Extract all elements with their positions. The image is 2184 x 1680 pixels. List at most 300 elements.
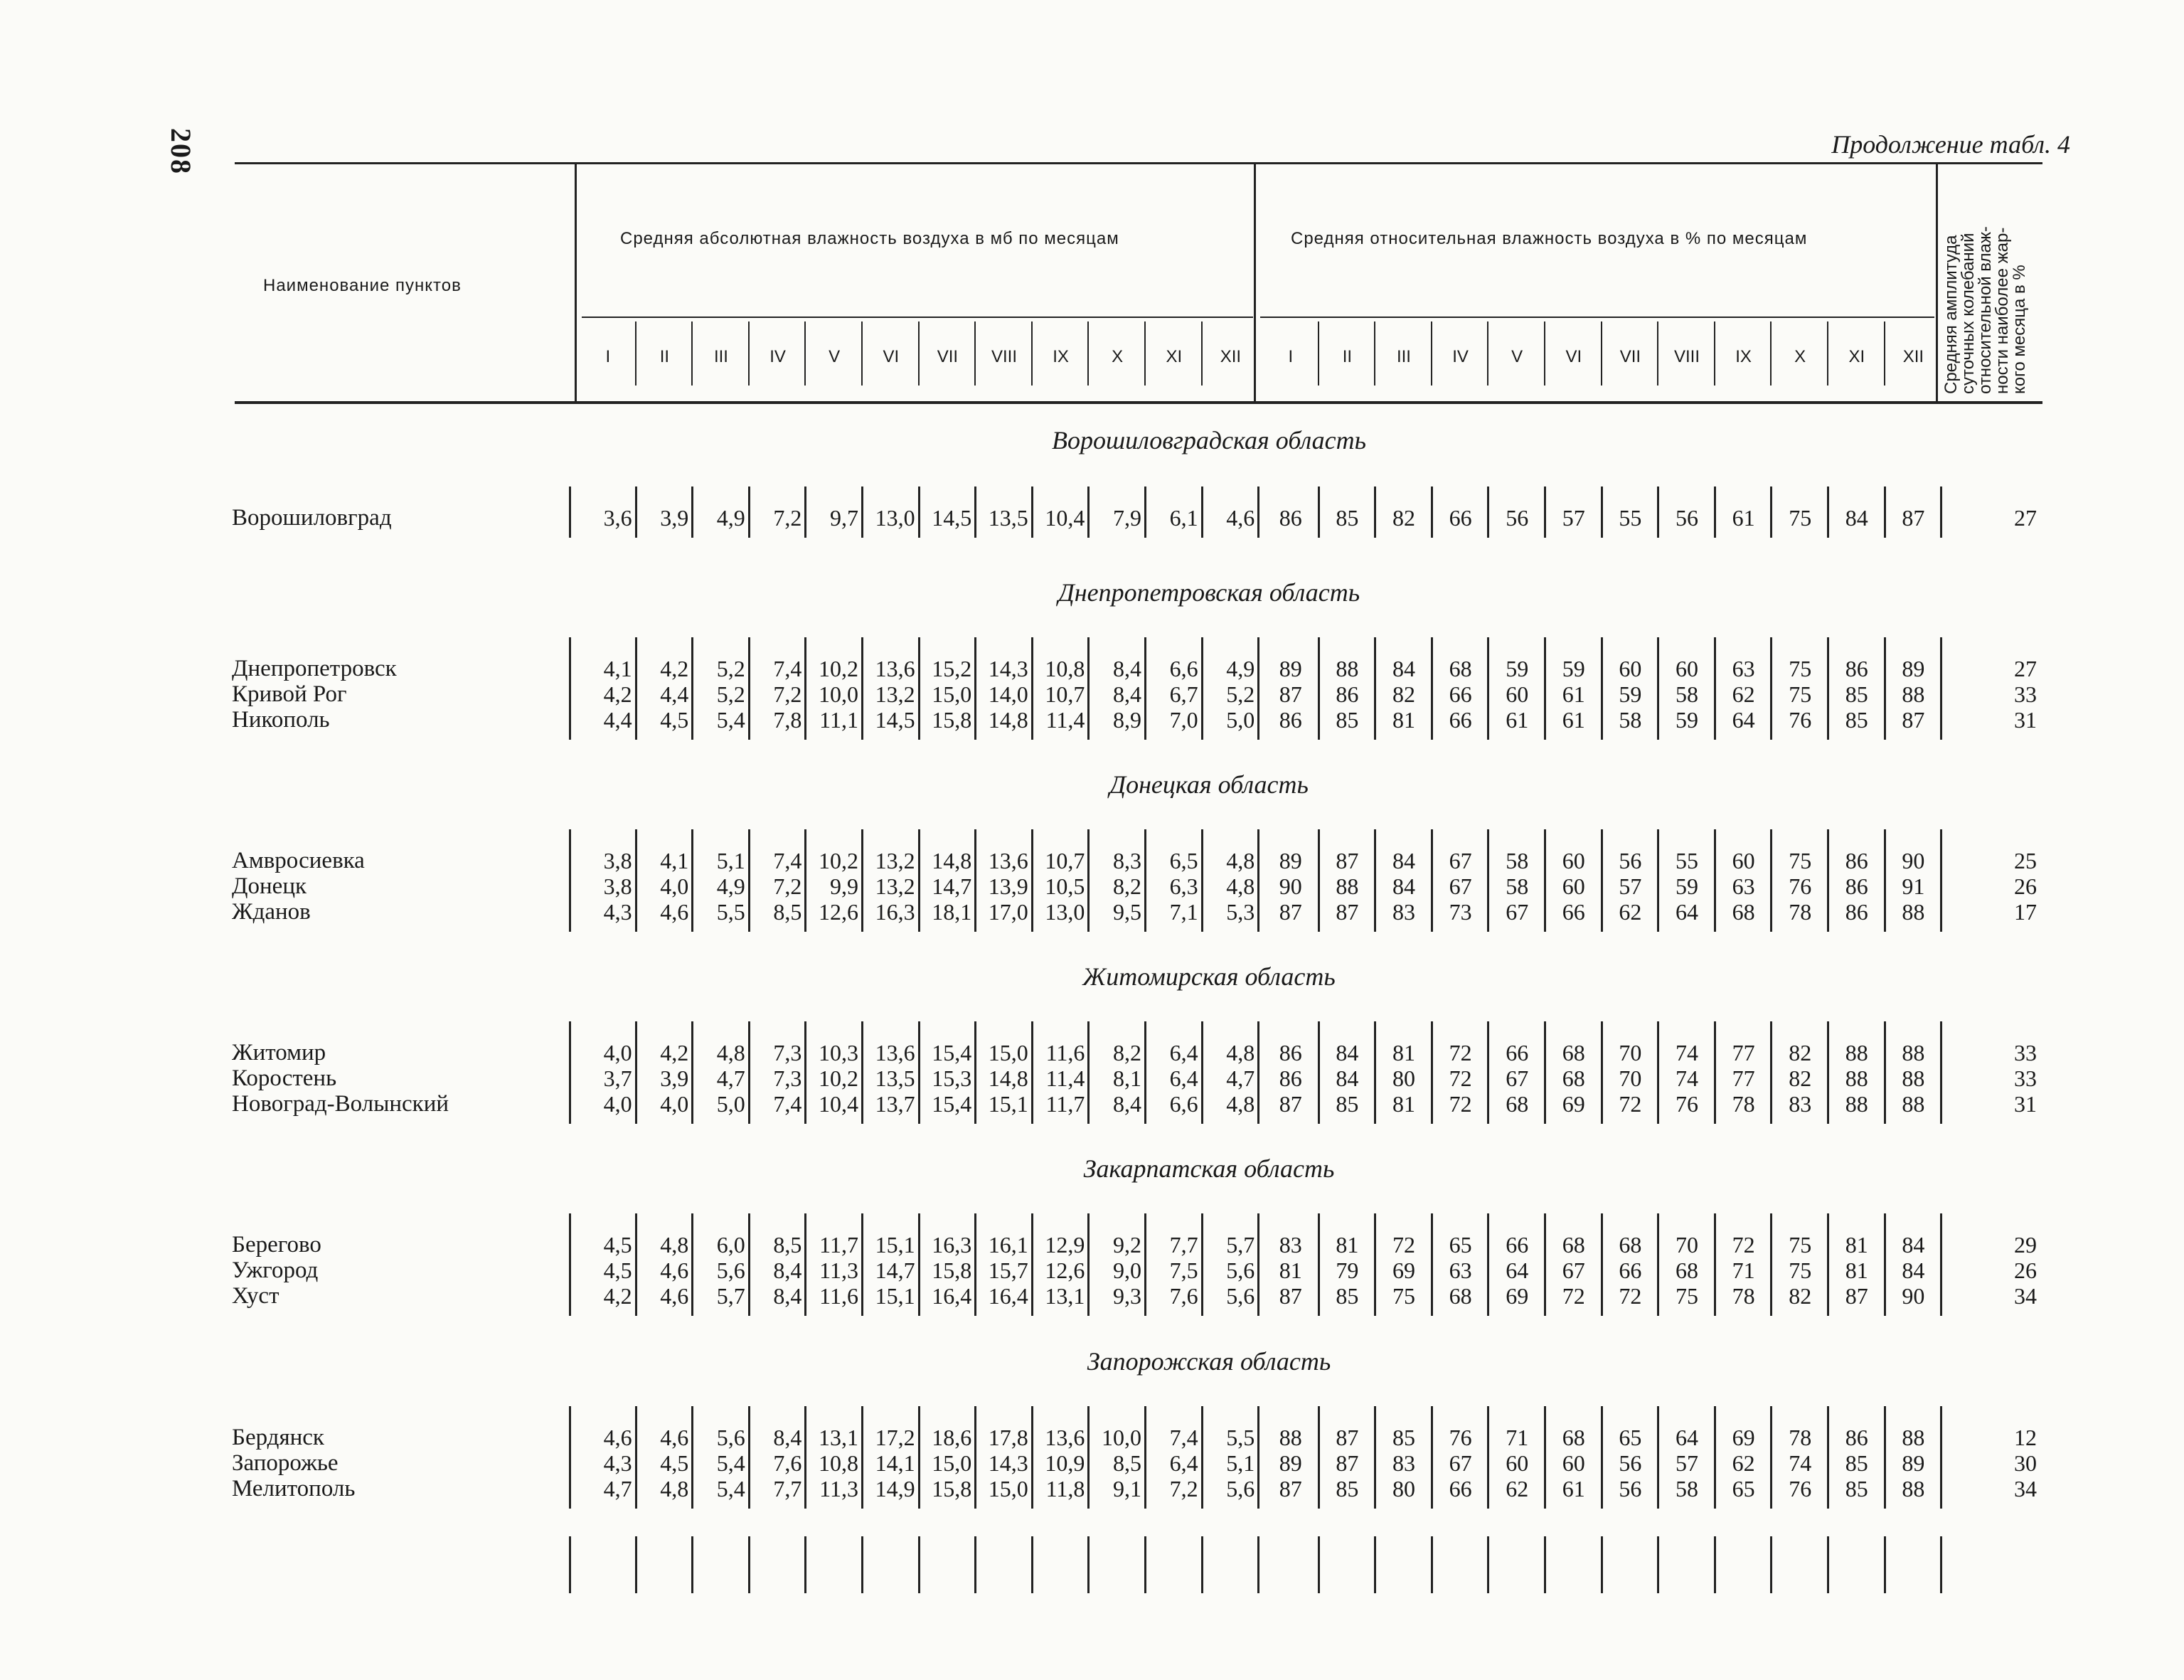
abs-humidity-cell: 8,5 xyxy=(1112,1450,1141,1476)
abs-humidity-cell: 14,5 xyxy=(932,505,972,531)
rel-humidity-cell: 82 xyxy=(1392,505,1415,531)
rel-humidity-cell: 76 xyxy=(1789,707,1812,733)
rel-humidity-cell: 59 xyxy=(1675,873,1698,899)
rel-humidity-cell: 68 xyxy=(1449,656,1472,681)
region-title: Закарпатская область xyxy=(1083,1154,1335,1183)
rel-humidity-cell: 55 xyxy=(1675,848,1698,873)
column-separator xyxy=(1884,1536,1886,1593)
rel-humidity-cell: 65 xyxy=(1619,1425,1642,1450)
rel-humidity-cell: 83 xyxy=(1279,1232,1302,1258)
rel-humidity-header: Средняя относительная влажность воздуха в % по месяцам xyxy=(1291,229,1808,248)
abs-humidity-cell: 10,7 xyxy=(1045,848,1085,873)
column-separator xyxy=(1201,1536,1203,1593)
abs-month-header: VII xyxy=(937,347,959,366)
abs-humidity-cell: 4,3 xyxy=(603,899,632,925)
abs-humidity-cell: 5,1 xyxy=(1226,1450,1255,1476)
rel-humidity-cell: 75 xyxy=(1675,1283,1698,1309)
abs-humidity-header: Средняя абсолютная влажность воздуха в мб по месяцам xyxy=(620,229,1119,248)
rel-humidity-cell: 72 xyxy=(1619,1283,1642,1309)
rel-humidity-cell: 84 xyxy=(1392,873,1415,899)
abs-humidity-cell: 4,9 xyxy=(716,505,745,531)
rel-humidity-cell: 62 xyxy=(1506,1476,1529,1501)
place-name: Донецк xyxy=(232,873,307,899)
abs-humidity-cell: 14,0 xyxy=(988,681,1028,707)
abs-humidity-cell: 4,1 xyxy=(660,848,689,873)
rel-humidity-cell: 59 xyxy=(1619,681,1642,707)
rel-humidity-cell: 86 xyxy=(1845,899,1868,925)
column-separator xyxy=(569,637,571,740)
amplitude-cell: 30 xyxy=(2014,1450,2037,1476)
abs-humidity-cell: 8,4 xyxy=(1112,681,1141,707)
rel-humidity-cell: 84 xyxy=(1336,1040,1359,1065)
rel-humidity-cell: 87 xyxy=(1336,899,1359,925)
column-separator xyxy=(1544,1536,1546,1593)
abs-humidity-cell: 10,4 xyxy=(1045,505,1085,531)
rel-humidity-cell: 81 xyxy=(1392,1091,1415,1117)
abs-humidity-cell: 14,8 xyxy=(988,1065,1028,1091)
abs-humidity-cell: 6,4 xyxy=(1169,1065,1198,1091)
rel-humidity-cell: 61 xyxy=(1562,1476,1585,1501)
rel-month-header: X xyxy=(1794,347,1806,366)
abs-humidity-cell: 15,0 xyxy=(932,1450,972,1476)
rel-humidity-cell: 61 xyxy=(1732,505,1755,531)
rel-humidity-cell: 77 xyxy=(1732,1065,1755,1091)
month-separator xyxy=(1144,321,1146,386)
abs-humidity-cell: 8,2 xyxy=(1112,1040,1141,1065)
abs-humidity-cell: 14,3 xyxy=(988,656,1028,681)
abs-humidity-cell: 16,3 xyxy=(932,1232,972,1258)
rel-humidity-cell: 60 xyxy=(1562,873,1585,899)
abs-humidity-cell: 8,9 xyxy=(1112,707,1141,733)
place-name: Запорожье xyxy=(232,1450,339,1476)
rel-humidity-cell: 71 xyxy=(1732,1258,1755,1283)
rel-humidity-cell: 67 xyxy=(1449,1450,1472,1476)
abs-humidity-cell: 13,9 xyxy=(988,873,1028,899)
column-separator xyxy=(974,1536,976,1593)
abs-humidity-cell: 5,4 xyxy=(716,1476,745,1501)
amplitude-header xyxy=(1940,169,2040,397)
place-name: Амвросиевка xyxy=(232,848,365,873)
rel-humidity-cell: 88 xyxy=(1902,1040,1925,1065)
rel-humidity-cell: 86 xyxy=(1279,1040,1302,1065)
column-separator xyxy=(569,829,571,932)
rel-humidity-cell: 86 xyxy=(1336,681,1359,707)
amplitude-cell: 33 xyxy=(2014,681,2037,707)
month-separator xyxy=(691,321,693,386)
abs-humidity-cell: 11,4 xyxy=(1045,1065,1085,1091)
region-title: Днепропетровская область xyxy=(1058,578,1360,607)
abs-humidity-cell: 5,6 xyxy=(1226,1258,1255,1283)
rel-humidity-cell: 85 xyxy=(1845,1476,1868,1501)
amplitude-header-line: относительной влаж- xyxy=(1976,226,1995,394)
rel-humidity-cell: 68 xyxy=(1675,1258,1698,1283)
abs-humidity-cell: 4,8 xyxy=(1226,1040,1255,1065)
column-separator xyxy=(1487,1536,1489,1593)
rel-humidity-cell: 89 xyxy=(1902,1450,1925,1476)
abs-humidity-cell: 13,2 xyxy=(875,873,915,899)
abs-humidity-cell: 4,5 xyxy=(603,1232,632,1258)
abs-humidity-cell: 13,2 xyxy=(875,848,915,873)
rel-humidity-cell: 72 xyxy=(1392,1232,1415,1258)
abs-humidity-cell: 3,6 xyxy=(603,505,632,531)
rel-humidity-cell: 87 xyxy=(1336,848,1359,873)
amplitude-cell: 27 xyxy=(2014,656,2037,681)
rel-humidity-cell: 76 xyxy=(1789,1476,1812,1501)
rel-humidity-cell: 76 xyxy=(1789,873,1812,899)
rel-humidity-cell: 58 xyxy=(1506,848,1529,873)
rel-humidity-cell: 66 xyxy=(1449,505,1472,531)
abs-humidity-cell: 9,0 xyxy=(1112,1258,1141,1283)
abs-humidity-cell: 15,2 xyxy=(932,656,972,681)
abs-humidity-cell: 6,4 xyxy=(1169,1450,1198,1476)
abs-humidity-cell: 4,2 xyxy=(660,1040,689,1065)
abs-humidity-cell: 13,6 xyxy=(875,656,915,681)
abs-humidity-cell: 9,5 xyxy=(1112,899,1141,925)
region-title: Ворошиловградская область xyxy=(1051,426,1367,454)
abs-humidity-cell: 3,9 xyxy=(660,1065,689,1091)
abs-humidity-cell: 11,4 xyxy=(1045,707,1085,733)
rel-humidity-cell: 81 xyxy=(1392,1040,1415,1065)
abs-month-header: V xyxy=(829,347,841,366)
abs-humidity-cell: 7,2 xyxy=(773,681,802,707)
abs-humidity-cell: 5,6 xyxy=(1226,1283,1255,1309)
rel-humidity-cell: 87 xyxy=(1279,1283,1302,1309)
column-separator xyxy=(569,1021,571,1124)
month-separator xyxy=(861,321,863,386)
amplitude-cell: 26 xyxy=(2014,1258,2037,1283)
region-title: Донецкая область xyxy=(1109,770,1309,799)
abs-humidity-cell: 13,7 xyxy=(875,1091,915,1117)
abs-humidity-cell: 4,5 xyxy=(603,1258,632,1283)
abs-humidity-cell: 4,0 xyxy=(603,1040,632,1065)
abs-humidity-cell: 8,1 xyxy=(1112,1065,1141,1091)
rel-humidity-cell: 85 xyxy=(1336,707,1359,733)
month-separator xyxy=(1544,321,1545,386)
abs-humidity-cell: 4,9 xyxy=(1226,656,1255,681)
rel-humidity-cell: 69 xyxy=(1506,1283,1529,1309)
rel-humidity-cell: 57 xyxy=(1675,1450,1698,1476)
abs-humidity-cell: 6,5 xyxy=(1169,848,1198,873)
column-separator xyxy=(1031,1536,1033,1593)
abs-humidity-cell: 6,6 xyxy=(1169,656,1198,681)
abs-humidity-cell: 5,5 xyxy=(716,899,745,925)
abs-humidity-cell: 7,2 xyxy=(773,873,802,899)
abs-humidity-cell: 13,5 xyxy=(875,1065,915,1091)
month-separator xyxy=(918,321,920,386)
abs-humidity-cell: 15,0 xyxy=(988,1040,1028,1065)
abs-humidity-cell: 15,7 xyxy=(988,1258,1028,1283)
rel-humidity-cell: 68 xyxy=(1506,1091,1529,1117)
continuation-title: Продолжение табл. 4 xyxy=(1831,130,2070,159)
abs-humidity-cell: 17,2 xyxy=(875,1425,915,1450)
month-separator xyxy=(748,321,750,386)
rel-humidity-cell: 78 xyxy=(1732,1091,1755,1117)
rel-humidity-cell: 88 xyxy=(1902,1476,1925,1501)
abs-humidity-cell: 3,9 xyxy=(660,505,689,531)
rel-humidity-cell: 69 xyxy=(1732,1425,1755,1450)
rel-humidity-cell: 72 xyxy=(1449,1040,1472,1065)
rel-humidity-cell: 67 xyxy=(1449,848,1472,873)
column-separator xyxy=(1431,1536,1433,1593)
rel-humidity-cell: 69 xyxy=(1562,1091,1585,1117)
abs-humidity-cell: 8,2 xyxy=(1112,873,1141,899)
abs-humidity-cell: 4,8 xyxy=(716,1040,745,1065)
abs-humidity-cell: 10,0 xyxy=(1101,1425,1141,1450)
column-separator xyxy=(1827,1536,1829,1593)
rel-humidity-cell: 85 xyxy=(1845,707,1868,733)
month-separator xyxy=(1770,321,1772,386)
abs-humidity-cell: 4,8 xyxy=(1226,873,1255,899)
rel-humidity-cell: 69 xyxy=(1392,1258,1415,1283)
abs-humidity-cell: 14,7 xyxy=(932,873,972,899)
rel-humidity-cell: 82 xyxy=(1789,1065,1812,1091)
amplitude-cell: 27 xyxy=(2014,505,2037,531)
abs-humidity-cell: 15,4 xyxy=(932,1091,972,1117)
abs-humidity-cell: 15,0 xyxy=(988,1476,1028,1501)
amplitude-cell: 33 xyxy=(2014,1040,2037,1065)
rel-month-header: VIII xyxy=(1673,347,1700,366)
abs-humidity-cell: 4,2 xyxy=(660,656,689,681)
place-name: Никополь xyxy=(232,707,330,733)
abs-humidity-cell: 13,0 xyxy=(1045,899,1085,925)
rel-humidity-cell: 68 xyxy=(1449,1283,1472,1309)
abs-humidity-cell: 4,7 xyxy=(603,1476,632,1501)
abs-humidity-cell: 8,4 xyxy=(1112,656,1141,681)
rel-humidity-cell: 74 xyxy=(1675,1065,1698,1091)
abs-humidity-cell: 15,1 xyxy=(875,1283,915,1309)
abs-humidity-cell: 14,9 xyxy=(875,1476,915,1501)
abs-humidity-cell: 6,1 xyxy=(1169,505,1198,531)
abs-humidity-cell: 7,0 xyxy=(1169,707,1198,733)
rel-humidity-cell: 59 xyxy=(1506,656,1529,681)
rel-humidity-cell: 88 xyxy=(1902,1065,1925,1091)
abs-humidity-cell: 6,3 xyxy=(1169,873,1198,899)
abs-humidity-cell: 10,8 xyxy=(1045,656,1085,681)
rel-month-header: II xyxy=(1342,347,1353,366)
abs-humidity-cell: 3,7 xyxy=(603,1065,632,1091)
rel-humidity-cell: 85 xyxy=(1845,681,1868,707)
abs-humidity-cell: 4,7 xyxy=(716,1065,745,1091)
month-separator xyxy=(1884,321,1885,386)
rel-humidity-cell: 60 xyxy=(1675,656,1698,681)
abs-humidity-cell: 5,4 xyxy=(716,707,745,733)
rel-humidity-cell: 66 xyxy=(1562,899,1585,925)
rel-humidity-cell: 67 xyxy=(1506,1065,1529,1091)
abs-humidity-cell: 10,4 xyxy=(818,1091,858,1117)
abs-humidity-cell: 7,6 xyxy=(773,1450,802,1476)
rel-humidity-cell: 58 xyxy=(1619,707,1642,733)
rel-subheader-rule xyxy=(1260,317,1934,318)
abs-month-header: VI xyxy=(883,347,900,366)
rel-humidity-cell: 91 xyxy=(1902,873,1925,899)
rel-humidity-cell: 86 xyxy=(1845,848,1868,873)
header-bottom-rule xyxy=(235,401,2042,404)
column-separator xyxy=(569,487,571,538)
abs-humidity-cell: 7,2 xyxy=(773,505,802,531)
rel-month-header: IX xyxy=(1735,347,1752,366)
abs-humidity-cell: 15,1 xyxy=(988,1091,1028,1117)
abs-humidity-cell: 6,6 xyxy=(1169,1091,1198,1117)
rel-humidity-cell: 57 xyxy=(1619,873,1642,899)
rel-humidity-cell: 87 xyxy=(1845,1283,1868,1309)
abs-humidity-cell: 12,6 xyxy=(1045,1258,1085,1283)
rel-humidity-cell: 87 xyxy=(1279,681,1302,707)
place-name: Бердянск xyxy=(232,1425,324,1450)
abs-humidity-cell: 10,3 xyxy=(818,1040,858,1065)
abs-humidity-cell: 13,6 xyxy=(988,848,1028,873)
place-name: Хуст xyxy=(232,1283,279,1309)
column-separator xyxy=(569,1536,571,1593)
abs-humidity-cell: 16,3 xyxy=(875,899,915,925)
place-name: Житомир xyxy=(232,1040,326,1065)
abs-humidity-cell: 7,1 xyxy=(1169,899,1198,925)
abs-humidity-cell: 7,6 xyxy=(1169,1283,1198,1309)
rel-humidity-cell: 58 xyxy=(1675,1476,1698,1501)
amplitude-cell: 31 xyxy=(2014,1091,2037,1117)
rel-humidity-cell: 81 xyxy=(1392,707,1415,733)
abs-humidity-cell: 8,5 xyxy=(773,1232,802,1258)
rel-humidity-cell: 59 xyxy=(1675,707,1698,733)
header-divider xyxy=(575,164,577,403)
rel-humidity-cell: 68 xyxy=(1562,1425,1585,1450)
abs-humidity-cell: 17,8 xyxy=(988,1425,1028,1450)
rel-humidity-cell: 59 xyxy=(1562,656,1585,681)
rel-humidity-cell: 86 xyxy=(1845,656,1868,681)
amplitude-cell: 33 xyxy=(2014,1065,2037,1091)
rel-humidity-cell: 87 xyxy=(1902,707,1925,733)
abs-humidity-cell: 5,7 xyxy=(1226,1232,1255,1258)
abs-humidity-cell: 13,2 xyxy=(875,681,915,707)
month-separator xyxy=(1374,321,1375,386)
abs-humidity-cell: 7,4 xyxy=(773,656,802,681)
rel-humidity-cell: 75 xyxy=(1789,1232,1812,1258)
abs-humidity-cell: 7,4 xyxy=(773,1091,802,1117)
abs-month-header: X xyxy=(1112,347,1124,366)
abs-humidity-cell: 8,4 xyxy=(1112,1091,1141,1117)
rel-humidity-cell: 87 xyxy=(1279,1476,1302,1501)
rel-humidity-cell: 70 xyxy=(1675,1232,1698,1258)
abs-month-header: I xyxy=(605,347,611,366)
rel-humidity-cell: 82 xyxy=(1789,1040,1812,1065)
abs-month-header: XII xyxy=(1220,347,1242,366)
rel-humidity-cell: 87 xyxy=(1336,1425,1359,1450)
rel-humidity-cell: 67 xyxy=(1449,873,1472,899)
abs-humidity-cell: 7,4 xyxy=(773,848,802,873)
column-separator xyxy=(1257,1536,1259,1593)
rel-humidity-cell: 88 xyxy=(1902,899,1925,925)
rel-humidity-cell: 61 xyxy=(1506,707,1529,733)
rel-humidity-cell: 63 xyxy=(1449,1258,1472,1283)
abs-humidity-cell: 4,1 xyxy=(603,656,632,681)
rel-humidity-cell: 76 xyxy=(1675,1091,1698,1117)
abs-humidity-cell: 16,1 xyxy=(988,1232,1028,1258)
rel-humidity-cell: 86 xyxy=(1279,1065,1302,1091)
place-name: Берегово xyxy=(232,1232,321,1258)
rel-humidity-cell: 64 xyxy=(1675,899,1698,925)
rel-humidity-cell: 75 xyxy=(1789,505,1812,531)
rel-humidity-cell: 88 xyxy=(1902,1425,1925,1450)
rel-humidity-cell: 63 xyxy=(1732,656,1755,681)
abs-humidity-cell: 17,0 xyxy=(988,899,1028,925)
abs-humidity-cell: 9,7 xyxy=(829,505,858,531)
place-name: Мелитополь xyxy=(232,1476,356,1501)
month-separator xyxy=(1601,321,1602,386)
rel-humidity-cell: 80 xyxy=(1392,1065,1415,1091)
abs-humidity-cell: 10,2 xyxy=(818,1065,858,1091)
abs-humidity-cell: 7,7 xyxy=(1169,1232,1198,1258)
rel-humidity-cell: 85 xyxy=(1336,1476,1359,1501)
rel-humidity-cell: 72 xyxy=(1732,1232,1755,1258)
amplitude-cell: 34 xyxy=(2014,1283,2037,1309)
amplitude-cell: 34 xyxy=(2014,1476,2037,1501)
abs-humidity-cell: 4,2 xyxy=(603,681,632,707)
abs-humidity-cell: 12,6 xyxy=(818,899,858,925)
abs-humidity-cell: 13,6 xyxy=(1045,1425,1085,1450)
abs-humidity-cell: 14,8 xyxy=(932,848,972,873)
abs-humidity-cell: 10,0 xyxy=(818,681,858,707)
page-number: 208 xyxy=(165,128,197,175)
abs-humidity-cell: 4,0 xyxy=(660,1091,689,1117)
column-separator xyxy=(1144,1536,1146,1593)
place-name: Днепропетровск xyxy=(232,656,397,681)
abs-humidity-cell: 15,3 xyxy=(932,1065,972,1091)
rel-humidity-cell: 63 xyxy=(1732,873,1755,899)
abs-humidity-cell: 8,4 xyxy=(773,1425,802,1450)
amplitude-header-line: суточных колебаний xyxy=(1959,233,1978,394)
rel-humidity-cell: 60 xyxy=(1562,848,1585,873)
amplitude-cell: 25 xyxy=(2014,848,2037,873)
abs-humidity-cell: 4,6 xyxy=(603,1425,632,1450)
abs-humidity-cell: 13,1 xyxy=(1045,1283,1085,1309)
abs-humidity-cell: 10,7 xyxy=(1045,681,1085,707)
abs-humidity-cell: 4,6 xyxy=(660,1283,689,1309)
rel-humidity-cell: 68 xyxy=(1562,1232,1585,1258)
rel-humidity-cell: 60 xyxy=(1506,681,1529,707)
rel-humidity-cell: 76 xyxy=(1449,1425,1472,1450)
abs-humidity-cell: 4,4 xyxy=(660,681,689,707)
region-title: Житомирская область xyxy=(1082,962,1336,991)
abs-humidity-cell: 14,7 xyxy=(875,1258,915,1283)
abs-humidity-cell: 5,0 xyxy=(1226,707,1255,733)
abs-humidity-cell: 13,0 xyxy=(875,505,915,531)
rel-humidity-cell: 73 xyxy=(1449,899,1472,925)
rel-humidity-cell: 78 xyxy=(1789,899,1812,925)
rel-humidity-cell: 84 xyxy=(1902,1232,1925,1258)
column-separator xyxy=(1657,1536,1659,1593)
abs-humidity-cell: 10,8 xyxy=(818,1450,858,1476)
column-separator xyxy=(861,1536,863,1593)
rel-humidity-cell: 64 xyxy=(1675,1425,1698,1450)
rel-humidity-cell: 84 xyxy=(1902,1258,1925,1283)
abs-humidity-cell: 4,6 xyxy=(660,899,689,925)
rel-humidity-cell: 88 xyxy=(1845,1091,1868,1117)
amplitude-cell: 12 xyxy=(2014,1425,2037,1450)
abs-humidity-cell: 9,1 xyxy=(1112,1476,1141,1501)
abs-humidity-cell: 11,8 xyxy=(1045,1476,1085,1501)
place-column-header: Наименование пунктов xyxy=(263,276,462,295)
abs-humidity-cell: 14,3 xyxy=(988,1450,1028,1476)
rel-humidity-cell: 81 xyxy=(1336,1232,1359,1258)
abs-humidity-cell: 4,0 xyxy=(660,873,689,899)
abs-humidity-cell: 4,2 xyxy=(603,1283,632,1309)
rel-humidity-cell: 84 xyxy=(1392,656,1415,681)
rel-humidity-cell: 60 xyxy=(1619,656,1642,681)
rel-humidity-cell: 71 xyxy=(1506,1425,1529,1450)
month-separator xyxy=(1031,321,1033,386)
place-name: Ворошиловград xyxy=(232,505,392,531)
rel-humidity-cell: 78 xyxy=(1789,1425,1812,1450)
rel-humidity-cell: 56 xyxy=(1619,848,1642,873)
